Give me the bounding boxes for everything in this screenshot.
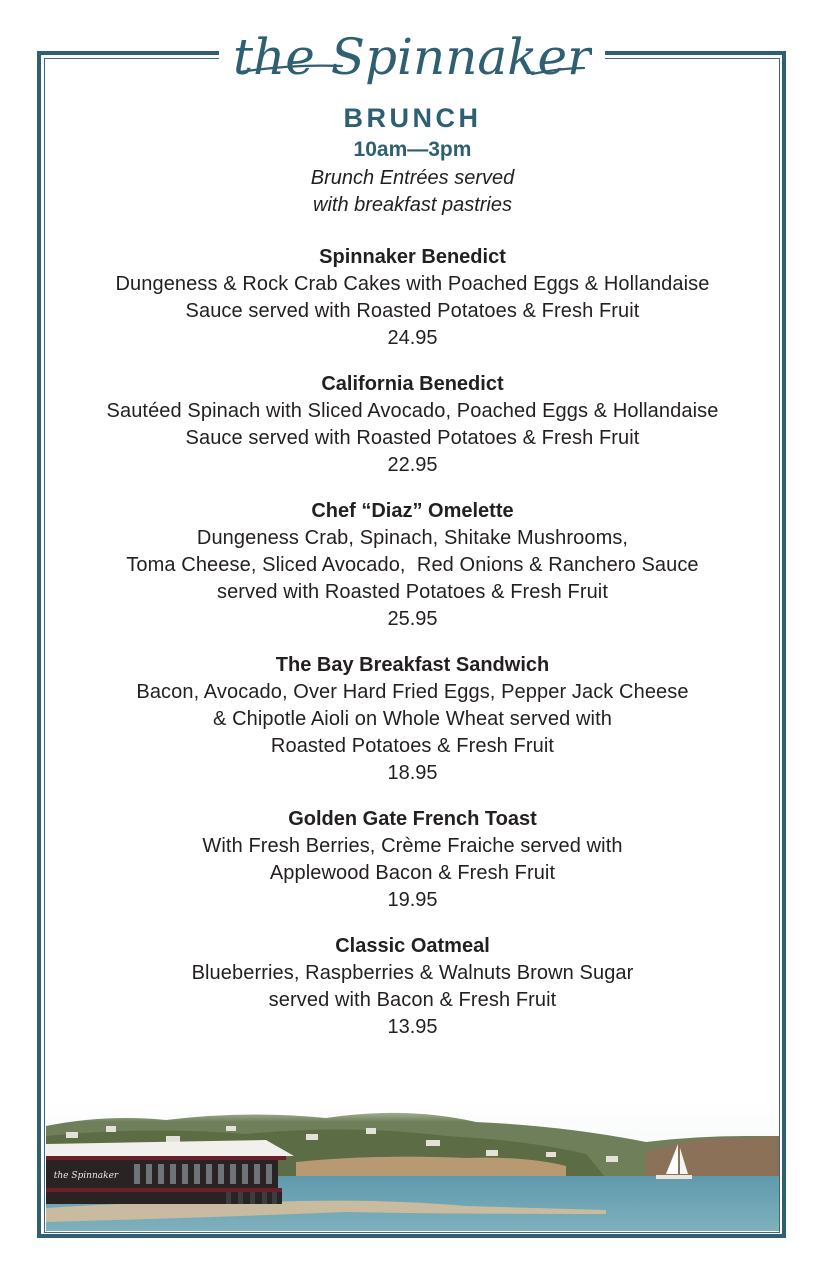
menu-item-description: Bacon, Avocado, Over Hard Fried Eggs, Pepper Jack Cheese — [136, 681, 689, 703]
menu-item-price: 13.95 — [387, 1016, 438, 1038]
menu-item-description: With Fresh Berries, Crème Fraiche served with — [202, 835, 623, 857]
service-hours: 10am—3pm — [353, 138, 472, 161]
service-note-line: Brunch Entrées served — [310, 167, 515, 189]
menu-item-description: Blueberries, Raspberries & Walnuts Brown Sugar — [191, 962, 634, 984]
menu-item-description: served with Bacon & Fresh Fruit — [268, 989, 557, 1011]
menu-item-price: 24.95 — [387, 327, 438, 349]
menu-item-price: 22.95 — [387, 454, 438, 476]
menu-item-description: & Chipotle Aioli on Whole Wheat served with — [213, 708, 612, 730]
menu-item-name: Classic Oatmeal — [335, 935, 490, 957]
menu-item-name: Golden Gate French Toast — [288, 808, 537, 830]
menu-item-name: Chef “Diaz” Omelette — [311, 500, 514, 522]
menu-item-description: Sauce served with Roasted Potatoes & Fresh Fruit — [185, 300, 640, 322]
menu-item-name: Spinnaker Benedict — [319, 246, 506, 268]
brand-logo — [232, 18, 592, 98]
menu-item-price: 18.95 — [387, 762, 438, 784]
menu-item-price: 19.95 — [387, 889, 438, 911]
menu-item-name: California Benedict — [321, 373, 504, 395]
menu-item-description: Dungeness & Rock Crab Cakes with Poached Eggs & Hollandaise — [115, 273, 710, 295]
page-title: BRUNCH — [343, 103, 482, 133]
menu-item — [50, 933, 775, 1041]
menu-item-description: Sauce served with Roasted Potatoes & Fresh Fruit — [185, 427, 640, 449]
menu-item-description: Applewood Bacon & Fresh Fruit — [269, 862, 556, 884]
menu-item — [50, 498, 775, 633]
menu-item-description: served with Roasted Potatoes & Fresh Fruit — [216, 581, 609, 603]
waterfront-photo — [46, 1096, 779, 1231]
menu-item-name: The Bay Breakfast Sandwich — [275, 654, 550, 676]
menu-list — [50, 244, 775, 1060]
service-note — [0, 165, 825, 219]
menu-item — [50, 652, 775, 787]
menu-item-description: Roasted Potatoes & Fresh Fruit — [270, 735, 555, 757]
menu-item-description: Dungeness Crab, Spinach, Shitake Mushrooms, — [196, 527, 629, 549]
logo-text: the Spinnaker — [232, 28, 592, 86]
service-note-line: with breakfast pastries — [313, 194, 512, 216]
menu-item-description: Sautéed Spinach with Sliced Avocado, Poached Eggs & Hollandaise — [106, 400, 719, 422]
menu-item-price: 25.95 — [387, 608, 438, 630]
building-sign: the Spinnaker — [53, 1171, 119, 1181]
menu-item — [50, 371, 775, 479]
menu-item — [50, 806, 775, 914]
restaurant-bay-scene-icon — [46, 1096, 779, 1231]
menu-item — [50, 244, 775, 352]
menu-item-description: Toma Cheese, Sliced Avocado, Red Onions & Ranchero Sauce — [126, 554, 699, 576]
spinnaker-script-logo-icon — [232, 18, 592, 98]
